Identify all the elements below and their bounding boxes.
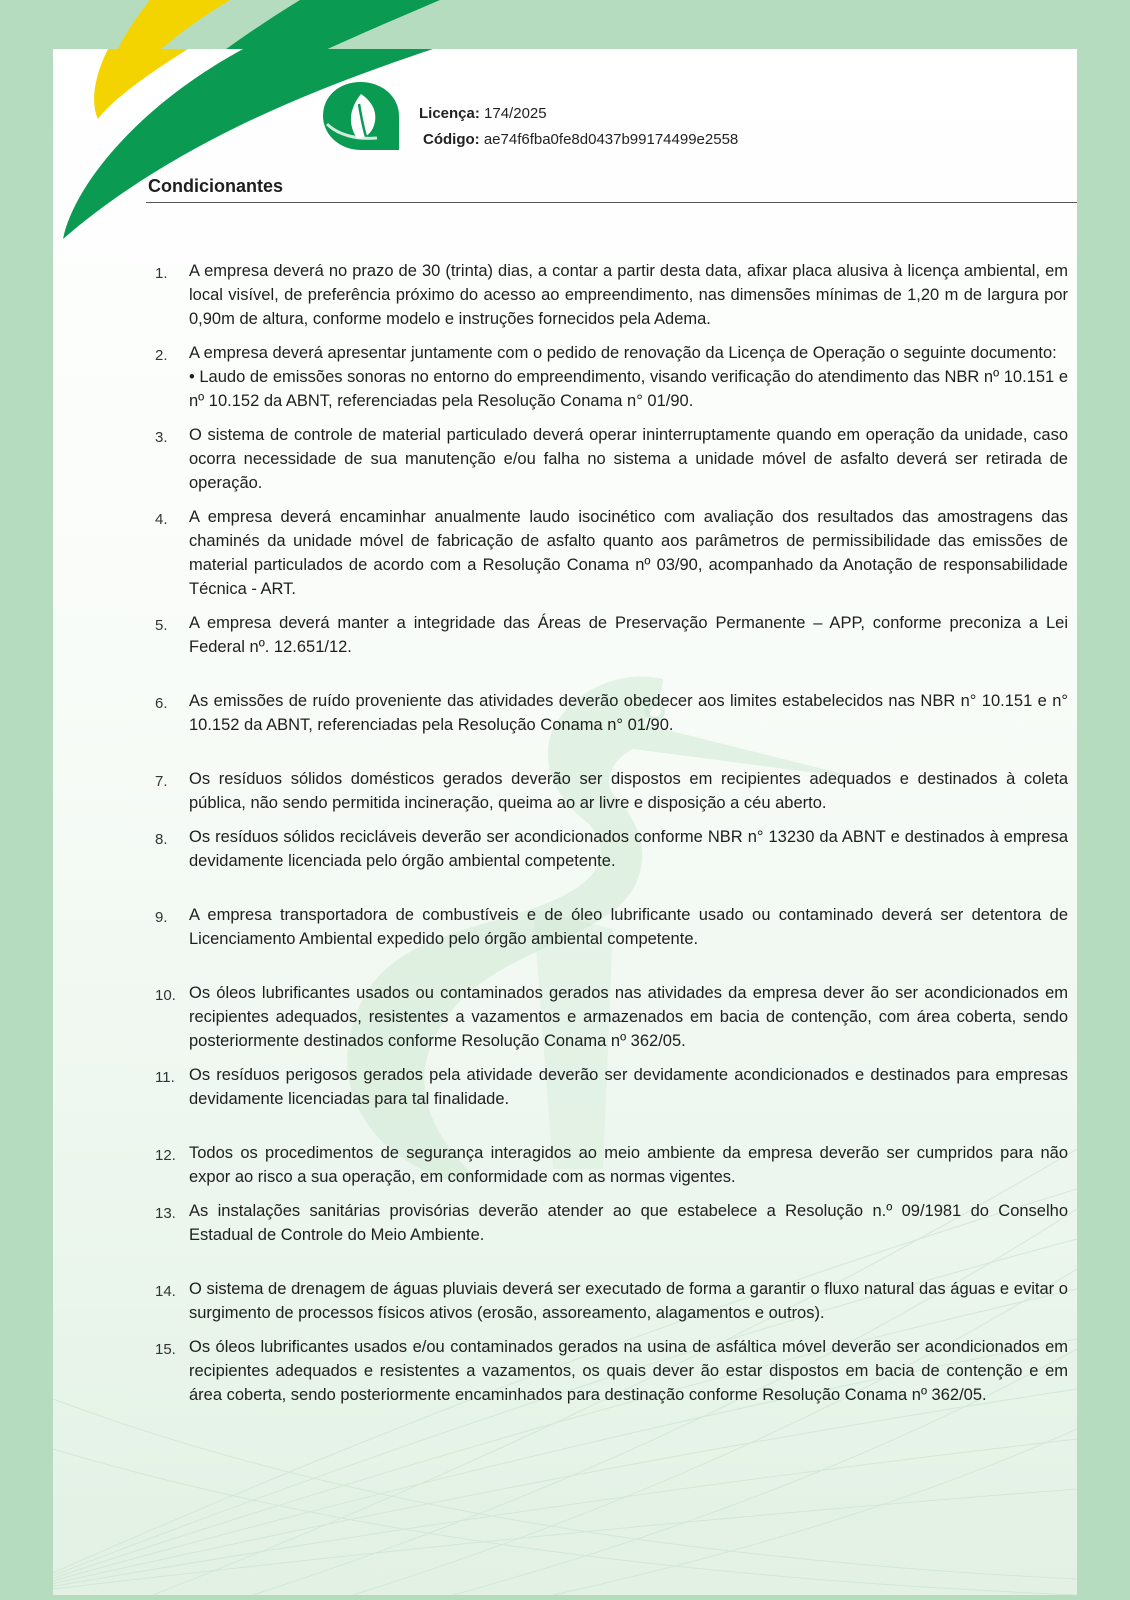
condition-item-12 bbox=[98, 1141, 1068, 1189]
item-number: 2. bbox=[155, 347, 168, 364]
license-number bbox=[419, 105, 547, 122]
section-divider bbox=[146, 202, 1077, 203]
code-value: ae74f6fba0fe8d0437b99174499e2558 bbox=[483, 131, 739, 148]
license-label: Licença: bbox=[419, 105, 480, 122]
item-text: Os óleos lubrificantes usados ou contaminados gerados nas atividades da empresa dever ão ser acondicionados em recipientes adequados, resistentes a vazamentos e armazenados em bacia de contenção, com área coberta, sendo posteriormente destinados conforme Resolução Conama nº 362/05. bbox=[189, 984, 1068, 1050]
item-number: 3. bbox=[155, 429, 168, 446]
item-number: 12. bbox=[155, 1147, 176, 1164]
item-text: A empresa deverá apresentar juntamente com o pedido de renovação da Licença de Operação o seguinte documento: bbox=[189, 344, 1057, 362]
conditions-list bbox=[98, 215, 1068, 1407]
code-label: Código: bbox=[423, 131, 480, 148]
condition-item-1 bbox=[98, 259, 1068, 331]
item-text: Os óleos lubrificantes usados e/ou contaminados gerados na usina de asfáltica móvel deverão ser acondicionados em recipientes adequados e resistentes a vazamentos, os quais dever ão estar dispostos em bacia de contenção e em área coberta, sendo posteriormente encaminhados para destinação conforme Resolução Conama nº 362/05. bbox=[189, 1338, 1068, 1404]
item-text: O sistema de controle de material particulado deverá operar ininterruptamente quando em operação da unidade, caso ocorra necessidade de sua manutenção e/ou falha no sistema a unidade móvel de asfalto deverá ser retirada de operação. bbox=[189, 426, 1068, 492]
condition-item-13 bbox=[98, 1199, 1068, 1247]
condition-item-11 bbox=[98, 1063, 1068, 1111]
condition-item-3 bbox=[98, 423, 1068, 495]
item-number: 6. bbox=[155, 695, 168, 712]
item-number: 5. bbox=[155, 617, 168, 634]
condition-item-8 bbox=[98, 825, 1068, 873]
item-text: As emissões de ruído proveniente das atividades deverão obedecer aos limites estabelecidos nas NBR n° 10.151 e n° 10.152 da ABNT, referenciadas pela Resolução Conama n° 01/90. bbox=[189, 692, 1068, 734]
condition-item-9 bbox=[98, 903, 1068, 951]
document-page bbox=[53, 49, 1077, 1595]
item-number: 10. bbox=[155, 987, 176, 1004]
license-value: 174/2025 bbox=[484, 105, 547, 122]
condition-item-14 bbox=[98, 1277, 1068, 1325]
item-text: O sistema de drenagem de águas pluviais deverá ser executado de forma a garantir o fluxo natural das águas e evitar o surgimento de processos físicos ativos (erosão, assoreamento, alagamentos e outros). bbox=[189, 1280, 1068, 1322]
license-code bbox=[423, 131, 738, 148]
item-text: Os resíduos sólidos domésticos gerados deverão ser dispostos em recipientes adequados e destinados à coleta pública, não sendo permitida incineração, queima ao ar livre e disposição a céu aberto. bbox=[189, 770, 1068, 812]
item-text: A empresa deverá encaminhar anualmente laudo isocinético com avaliação dos resultados das amostragens das chaminés da unidade móvel de fabricação de asfalto quanto aos parâmetros de permissibilidade das emissões de material particulados de acordo com a Resolução Conama nº 03/90, acompanhado da Anotação de responsabilidade Técnica - ART. bbox=[189, 508, 1068, 598]
item-number: 8. bbox=[155, 831, 168, 848]
item-text: Todos os procedimentos de segurança interagidos ao meio ambiente da empresa deverão ser cumpridos para não expor ao risco a sua operação, em conformidade com as normas vigentes. bbox=[189, 1144, 1068, 1186]
section-title: Condicionantes bbox=[148, 176, 284, 196]
item-number: 7. bbox=[155, 773, 168, 790]
item-text: A empresa deverá manter a integridade das Áreas de Preservação Permanente – APP, conforme preconiza a Lei Federal nº. 12.651/12. bbox=[189, 614, 1068, 656]
condition-item-6 bbox=[98, 689, 1068, 737]
condition-item-4 bbox=[98, 505, 1068, 601]
condition-item-2 bbox=[98, 341, 1068, 413]
condition-item-15 bbox=[98, 1335, 1068, 1407]
item-number: 14. bbox=[155, 1283, 176, 1300]
item-number: 4. bbox=[155, 511, 168, 528]
item-subtext: • Laudo de emissões sonoras no entorno do empreendimento, visando verificação do atendimento das NBR nº 10.151 e nº 10.152 da ABNT, referenciadas pela Resolução Conama n° 01/90. bbox=[189, 368, 1068, 410]
condition-item-5 bbox=[98, 611, 1068, 659]
item-text: A empresa deverá no prazo de 30 (trinta) dias, a contar a partir desta data, afixar placa alusiva à licença ambiental, em local visível, de preferência próximo do acesso ao empreendimento, nas dimensões mínimas de 1,20 m de largura por 0,90m de altura, conforme modelo e instruções fornecidos pela Adema. bbox=[189, 262, 1068, 328]
item-number: 9. bbox=[155, 909, 168, 926]
item-number: 1. bbox=[155, 265, 168, 282]
item-number: 11. bbox=[155, 1069, 175, 1086]
item-text: As instalações sanitárias provisórias deverão atender ao que estabelece a Resolução n.º 09/1981 do Conselho Estadual de Controle do Meio Ambiente. bbox=[189, 1202, 1068, 1244]
item-number: 15. bbox=[155, 1341, 176, 1358]
item-text: Os resíduos sólidos recicláveis deverão ser acondicionados conforme NBR n° 13230 da ABNT e destinados à empresa devidamente licenciada pelo órgão ambiental competente. bbox=[189, 828, 1068, 870]
condition-item-10 bbox=[98, 981, 1068, 1053]
item-number: 13. bbox=[155, 1205, 176, 1222]
item-text: A empresa transportadora de combustíveis e de óleo lubrificante usado ou contaminado deverá ser detentora de Licenciamento Ambiental expedido pelo órgão ambiental competente. bbox=[189, 906, 1068, 948]
item-text: Os resíduos perigosos gerados pela atividade deverão ser devidamente acondicionados e destinados para empresas devidamente licenciadas para tal finalidade. bbox=[189, 1066, 1068, 1108]
leaf-logo-icon bbox=[321, 80, 401, 152]
condition-item-7 bbox=[98, 767, 1068, 815]
